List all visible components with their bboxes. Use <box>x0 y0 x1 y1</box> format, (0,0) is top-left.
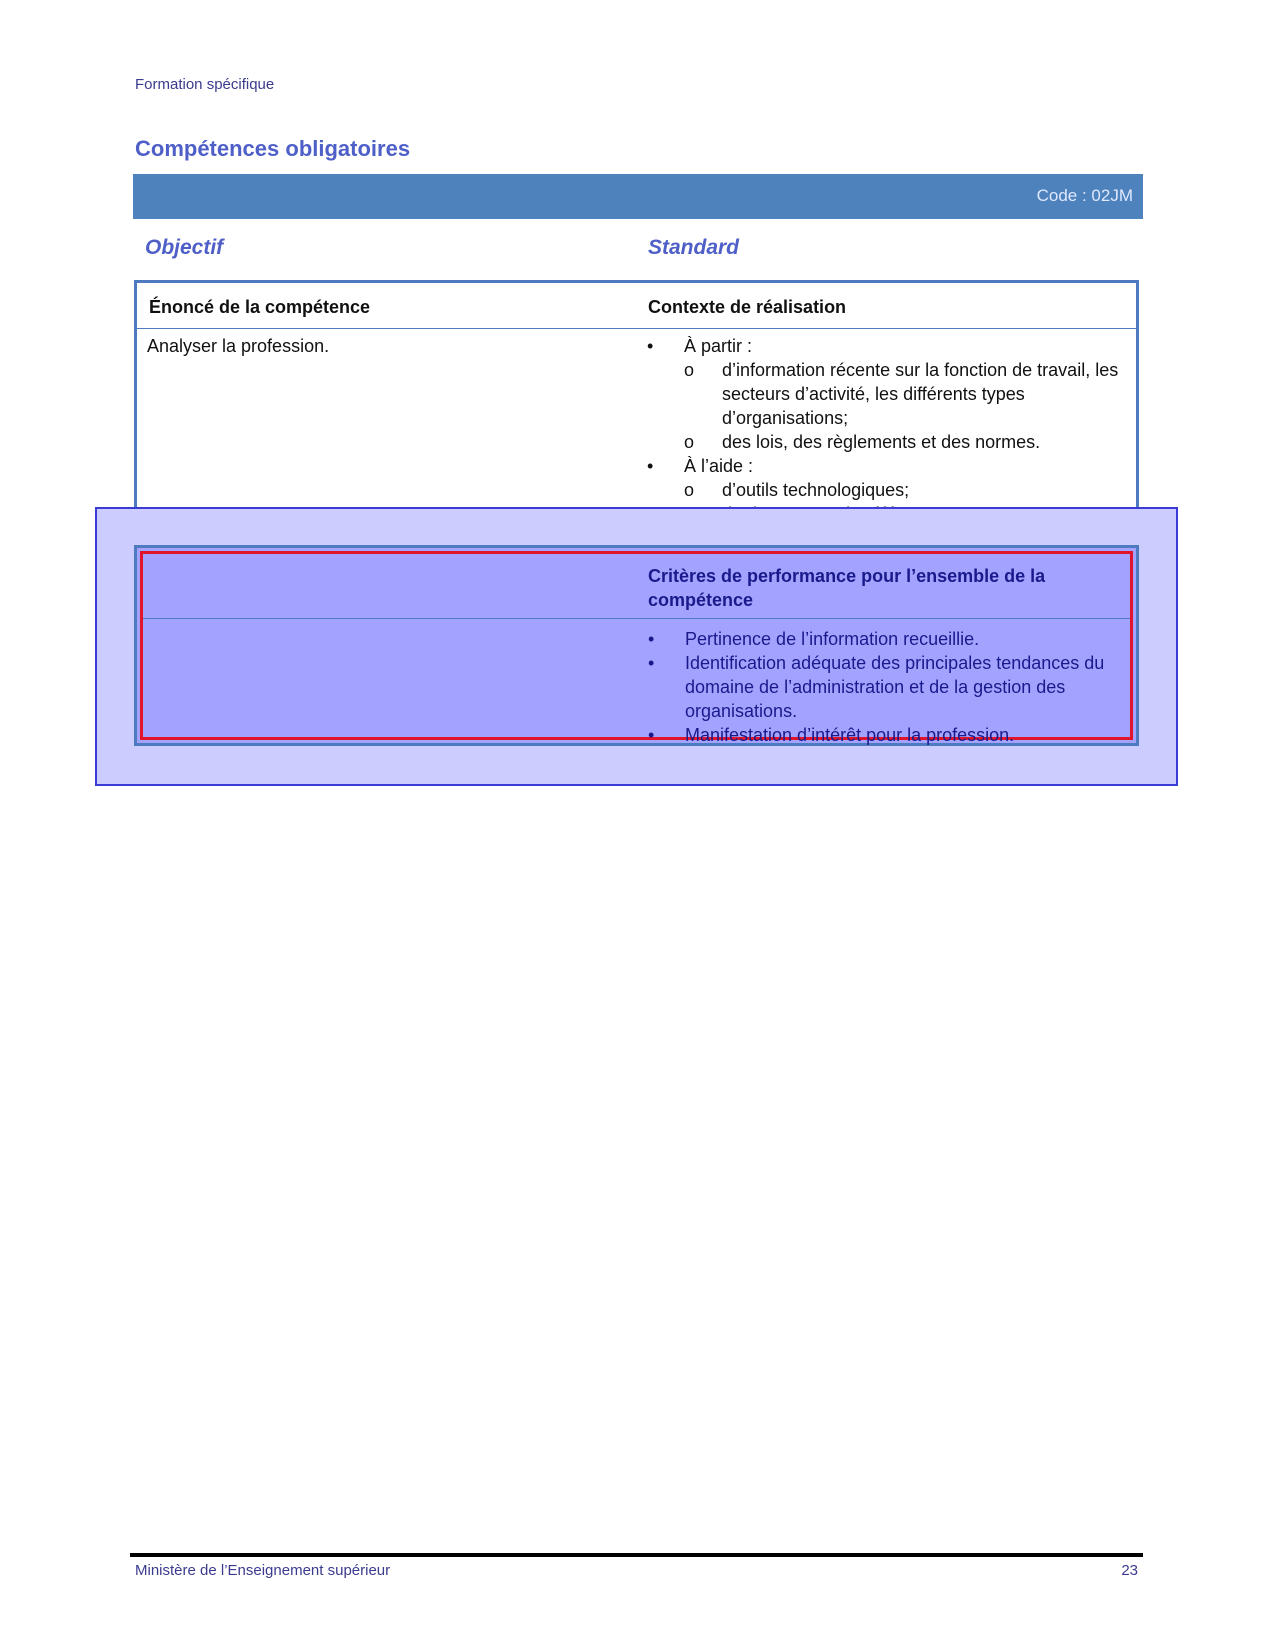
standard-heading: Standard <box>648 236 740 259</box>
context-subitem <box>647 478 1127 502</box>
performance-criterion <box>648 651 1128 723</box>
performance-title: Critères de performance pour l’ensemble de la compétence <box>648 566 1046 610</box>
competence-table <box>134 280 1139 524</box>
competence-statement: Analyser la profession. <box>147 336 330 356</box>
context-item-label: À l’aide : <box>684 456 754 476</box>
context-subitem <box>647 358 1127 430</box>
bullet-icon: • <box>648 725 655 745</box>
circle-bullet-icon: o <box>684 432 695 452</box>
context-subitem <box>647 430 1127 454</box>
context-subitem-text: d’information récente sur la fonction de travail, les secteurs d’activité, les différents types d’organisations; <box>722 360 1119 428</box>
performance-table <box>134 545 1139 746</box>
context-group <box>647 334 1127 454</box>
context-item <box>647 334 1127 358</box>
contexte-heading: Contexte de réalisation <box>648 297 847 317</box>
bullet-icon: • <box>647 456 654 476</box>
performance-table-header <box>143 554 1130 619</box>
code-bar <box>133 174 1143 219</box>
performance-criterion <box>648 723 1128 747</box>
context-subitem-text: d’outils technologiques; <box>722 480 910 500</box>
performance-criterion-text: Manifestation d’intérêt pour la profession. <box>685 725 1015 745</box>
footer-rule <box>130 1553 1143 1557</box>
performance-criterion <box>648 627 1128 651</box>
performance-criteria-list <box>648 627 1128 747</box>
code-label: Code : 02JM <box>1036 186 1133 205</box>
competence-table-header <box>137 283 1136 329</box>
bullet-icon: • <box>648 653 655 673</box>
performance-criterion-text: Identification adéquate des principales tendances du domaine de l’administration et de la gestion des organisations. <box>685 653 1105 721</box>
footer-ministry: Ministère de l’Enseignement supérieur <box>135 1562 391 1579</box>
performance-criterion-text: Pertinence de l’information recueillie. <box>685 629 980 649</box>
page-number: 23 <box>1121 1562 1138 1579</box>
bullet-icon: • <box>647 336 654 356</box>
section-title: Compétences obligatoires <box>135 136 411 161</box>
running-head: Formation spécifique <box>135 76 275 93</box>
context-item-label: À partir : <box>684 336 753 356</box>
circle-bullet-icon: o <box>684 360 695 380</box>
bullet-icon: • <box>648 629 655 649</box>
context-subitem-text: des lois, des règlements et des normes. <box>722 432 1041 452</box>
performance-table-outline <box>140 551 1133 745</box>
enonce-heading: Énoncé de la compétence <box>149 297 371 317</box>
objectif-heading: Objectif <box>145 236 224 259</box>
circle-bullet-icon: o <box>684 480 695 500</box>
context-list <box>647 334 1127 526</box>
context-item <box>647 454 1127 478</box>
